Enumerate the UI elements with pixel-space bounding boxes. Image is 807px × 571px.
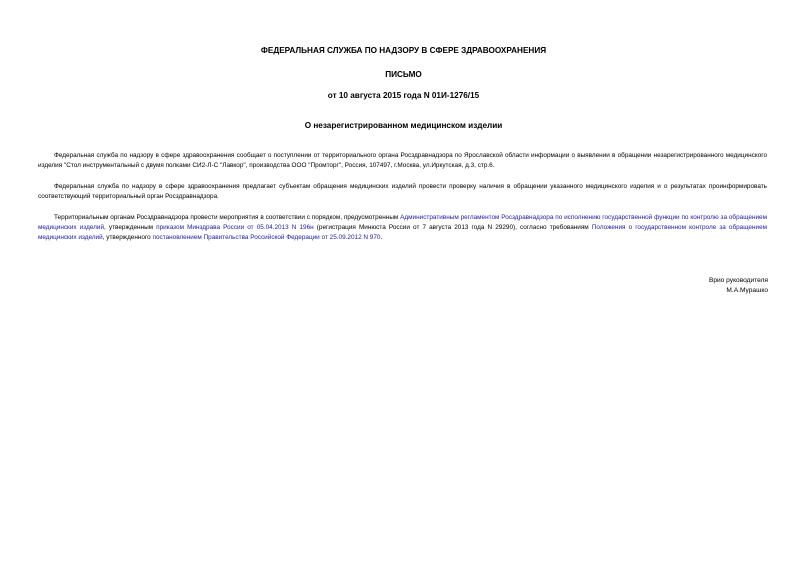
paragraph-1: Федеральная служба по надзору в сфере здравоохранения сообщает о поступлении от территориального органа Росздравнадзора по Ярославской области информации о выявлении в обращении незарегистрированного медицинского изделия "Стол инструментальный с двумя полками СИ2-Л-С "Лавкор", производства ООО "Промторг", Россия, 107497, г.Москва, ул.Иркутская, д.3, стр.6.	[38, 152, 767, 170]
paragraph-3	[38, 213, 767, 244]
paragraph-3-text-4: , утвержденного	[102, 234, 153, 242]
signature-name: М.А.Мурашко	[726, 287, 768, 294]
ministry-order-link[interactable]: приказом Минздрава России от 05.04.2013 N 196н	[156, 224, 314, 232]
government-decree-link[interactable]: постановлением Правительства Российской Федерации от 25.09.2012 N 970	[152, 234, 381, 242]
document-type: ПИСЬМО	[385, 70, 422, 79]
signature-position: Врио руководителя	[708, 277, 768, 284]
state-control-regulation-link[interactable]: Положения о государственном контроле за обращением медицинских изделий	[38, 224, 768, 242]
paragraph-2: Федеральная служба по надзору в сфере здравоохранения предлагает субъектам обращения медицинских изделий провести проверку наличия в обращении указанного медицинского изделия и о результатах проинформировать соответствующий территориальный орган Росздравнадзора.	[38, 183, 767, 201]
paragraph-3-text-2: , утвержденным	[104, 224, 157, 232]
paragraph-3-text-5: .	[380, 234, 383, 242]
agency-title: ФЕДЕРАЛЬНАЯ СЛУЖБА ПО НАДЗОРУ В СФЕРЕ ЗДРАВООХРАНЕНИЯ	[260, 46, 547, 55]
paragraph-3-text-3: (регистрация Минюста России от 7 августа 2013 года N 29290), согласно требованиям	[313, 224, 592, 232]
document-subject: О незарегистрированном медицинском изделии	[304, 121, 503, 130]
document-date-number: от 10 августа 2015 года N 01И-1276/15	[327, 91, 480, 100]
paragraph-3-text-1: Территориальным органам Росздравнадзора провести мероприятия в соответствии с порядком, предусмотренным	[54, 214, 401, 221]
admin-regulation-link[interactable]: Административным регламентом Росздравнадзора по исполнению государственной функции по контролю за обращением медицинских изделий	[38, 214, 767, 232]
